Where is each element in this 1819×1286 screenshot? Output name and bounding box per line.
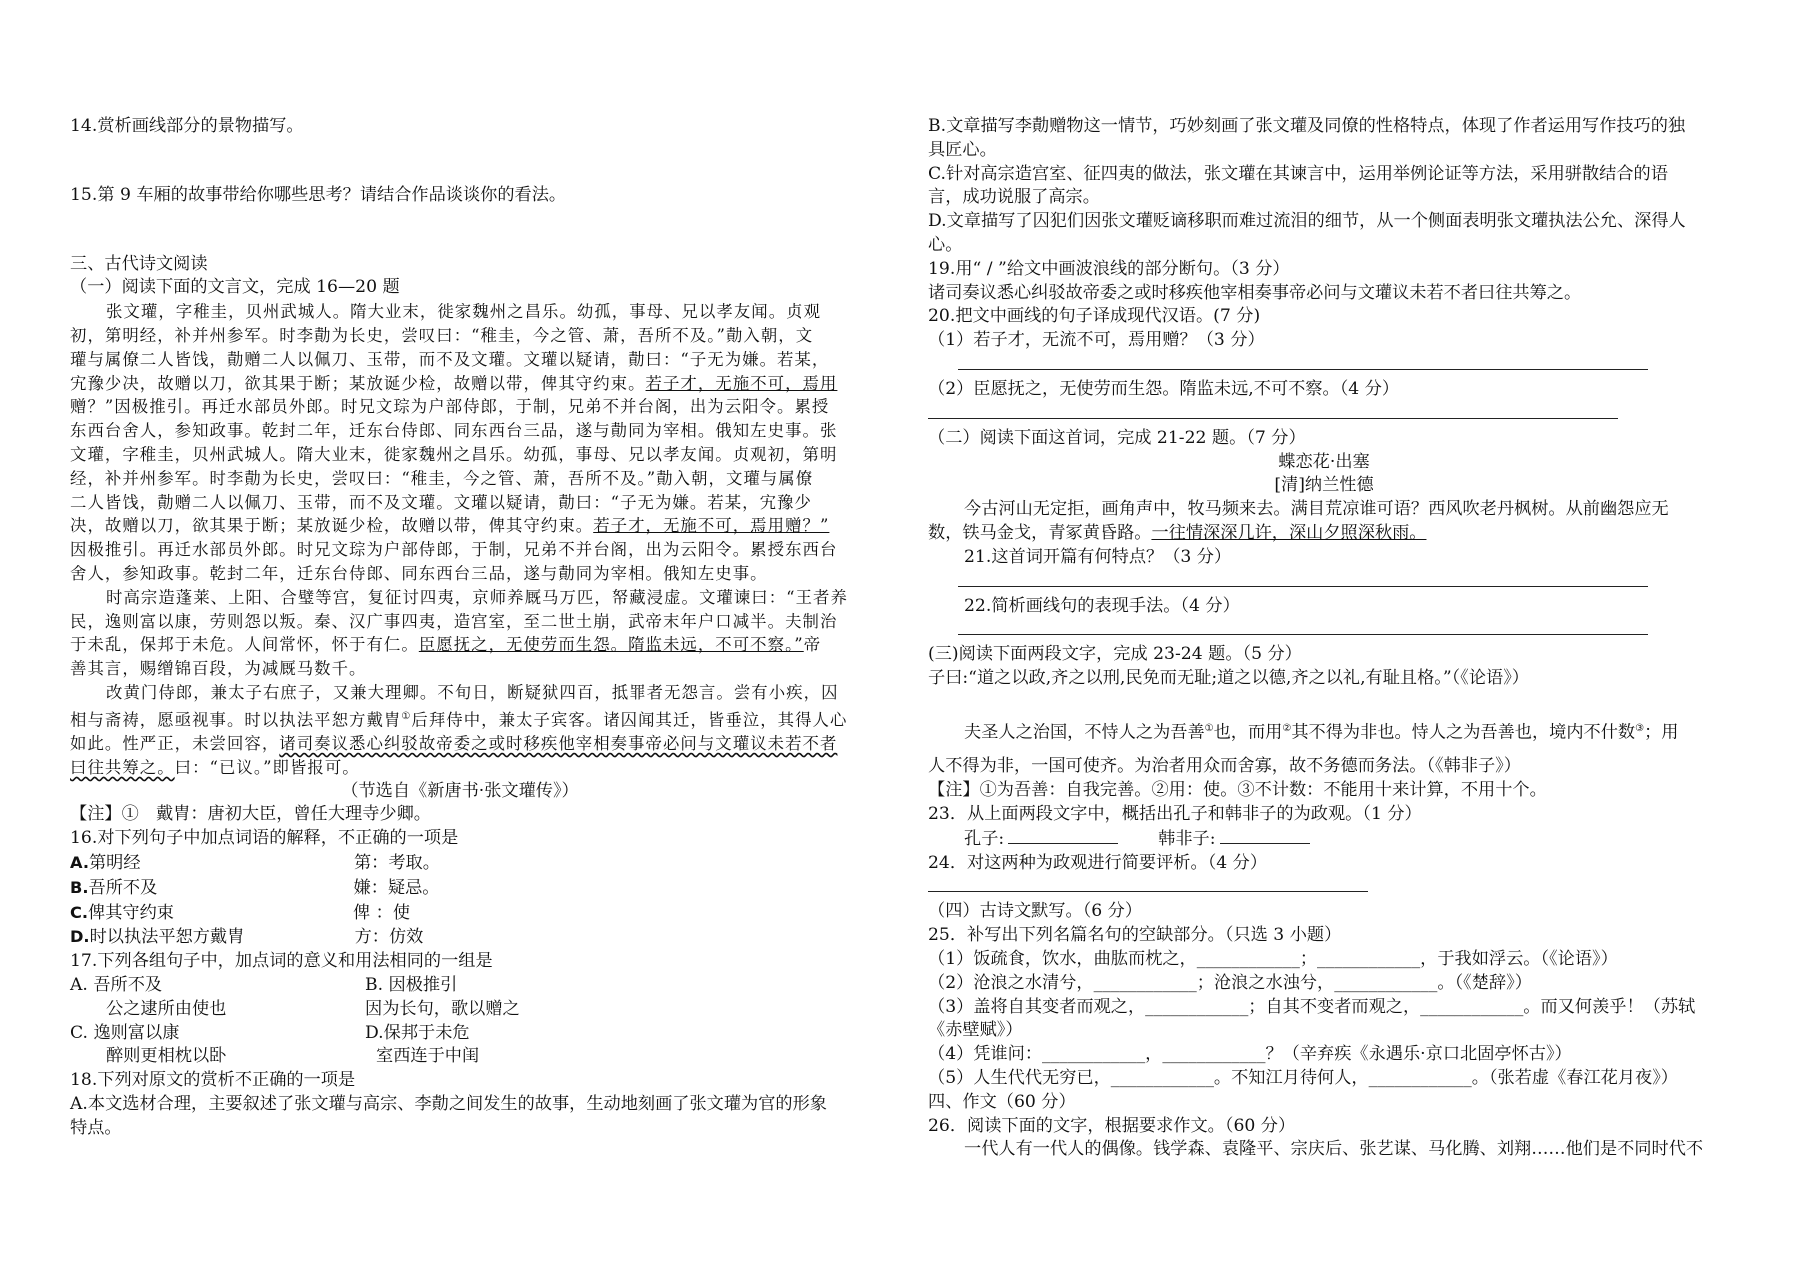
question-26: 26．阅读下面的文字，根据要求作文。（60 分）: [928, 1115, 1296, 1136]
question-25: 25．补写出下列名篇名句的空缺部分。（只选 3 小题）: [928, 925, 1342, 946]
question-21: 21.这首词开篇有何特点？（3 分）: [964, 546, 1232, 567]
left-column: [70, 115, 890, 1141]
passage-line: 东西台舍人，参知政事。乾封二年，迁东台侍郎、同东西台三品，遂与勣同为宰相。俄知左史事。张: [70, 421, 838, 441]
section-4-heading: 四、作文（60 分）: [928, 1091, 1076, 1112]
q18-option-b: B.文章描写李勣赠物这一情节，巧妙刻画了张文瓘及同僚的性格特点，体现了作者运用写作技巧的独: [928, 116, 1686, 136]
passage-line: 赠？”因极推引。再迁水部员外郎。时兄文琮为户部侍郎，于制，兄弟不并台阁，出为云阳令。累授: [70, 397, 830, 417]
q20-part-2: （2）臣愿抚之，无使劳而生怨。隋监未远,不可不察。（4 分）: [928, 378, 1400, 399]
passage-line: 经，补并州参军。时李勣为长史，尝叹曰：“稚圭，今之管、萧，吾所不及。”勣入朝，文瓘与属僚: [70, 468, 814, 488]
q18-option-b-cont: 具匠心。: [928, 139, 997, 160]
q17-row: C. 逸则富以康 D.保邦于未危: [70, 1022, 470, 1043]
q16-option-d: D.时以执法平恕方戴胄 方：仿效: [70, 927, 424, 948]
q17-row: A. 吾所不及 B. 因极推引: [70, 974, 458, 995]
q23-answers: 孔子: 韩非子:: [928, 827, 1760, 852]
answer-line[interactable]: [928, 402, 1618, 419]
question-22: 22.简析画线句的表现手法。（4 分）: [964, 595, 1240, 616]
q17-row: 醉则更相枕以卧 室西连于中闺: [106, 1046, 480, 1067]
answer-blank[interactable]: [1008, 827, 1118, 844]
q18-option-a-cont: 特点。: [70, 1117, 122, 1138]
passage-line: 文瓘，字稚圭，贝州武城人。隋大业末，徙家魏州之昌乐。幼孤，事母、兄以孝友闻。贞观初，第明: [70, 444, 838, 464]
passage-line: 改黄门侍郎，兼太子右庶子，又兼大理卿。不旬日，断疑狱四百，抵罪者无怨言。尝有小疾，囚: [106, 682, 839, 702]
passage-line: 决，故赠以刀，欲其果于断；某放诞少检，故赠以带，俾其守约束。若子才，无施不可，焉用赠？”: [70, 516, 830, 536]
passage-line: 相与斋祷，愿亟视事。时以执法平恕方戴胄①后拜侍中，兼太子宾客。诸囚闻其迁，皆垂泣，其得人心: [70, 710, 848, 730]
passage-line: 瓘与属僚二人皆饯，勣赠二人以佩刀、玉带，而不及文瓘。文瓘以疑请，勣曰：“子无为嫌。若某，: [70, 349, 830, 369]
poem-author: [清]纳兰性德: [1274, 475, 1374, 496]
question-15: 15.第 9 车厢的故事带给你哪些思考？请结合作品谈谈你的看法。: [70, 184, 567, 205]
passage-line: 宄豫少决，故赠以刀，欲其果于断；某放诞少检，故赠以带，俾其守约束。若子才，无施不可，焉用: [70, 373, 838, 393]
question-16: 16.对下列句子中加点词语的解释，不正确的一项是: [70, 828, 459, 849]
answer-line[interactable]: [958, 618, 1648, 635]
passage-source: （节选自《新唐书·张文瓘传》）: [341, 780, 579, 801]
underlined-poem-line: 一往情深深几许，深山夕照深秋雨。: [1151, 522, 1427, 543]
question-14: 14.赏析画线部分的景物描写。: [70, 116, 304, 136]
part-4-intro: （四）古诗文默写。（6 分）: [928, 901, 1143, 922]
question-23: 23．从上面两段文字中，概括出孔子和韩非子的为政观。（1 分）: [928, 804, 1422, 825]
lunyu-quote: 子曰:“道之以政,齐之以刑,民免而无耻;道之以德,齐之以礼,有耻且格。”（《论语》）: [928, 668, 1529, 689]
poem-line: 今古河山无定拒，画角声中，牧马频来去。满目荒凉谁可语？西风吹老丹枫树。从前幽怨应无: [964, 499, 1669, 520]
q25-item: （3）盖将自其变者而观之，____________；自其不变者而观之，____________。而又何羡乎！（苏轼: [928, 996, 1696, 1017]
poem-line: 数，铁马金戈，青冢黄昏路。一往情深深几许，深山夕照深秋雨。: [928, 522, 1427, 543]
q18-option-c-cont: 言，成功说服了高宗。: [928, 187, 1100, 208]
passage-note: 【注】① 戴胄：唐初大臣，曾任大理寺少卿。: [70, 804, 431, 825]
q26-text: 一代人有一代人的偶像。钱学森、袁隆平、宗庆后、张艺谋、马化腾、刘翔……他们是不同时代不: [964, 1139, 1704, 1160]
passage-line: 民，逸则富以康，劳则怨以叛。秦、汉广事四夷，造宫室，至二世土崩，武帝末年户口减半。夫制治: [70, 611, 838, 631]
question-17: 17.下列各组句子中，加点词的意义和用法相同的一组是: [70, 951, 493, 972]
hanfeizi-quote: 夫圣人之治国，不恃人之为吾善①也，而用②其不得为非也。恃人之为吾善也，境内不什数③；用: [964, 722, 1679, 743]
section-3-heading: 三、古代诗文阅读: [70, 253, 208, 274]
q18-option-c: C.针对高宗造宫室、征四夷的做法，张文瓘在其谏言中，运用举例论证等方法，采用骈散结合的语: [928, 163, 1668, 184]
q25-item: （1）饭疏食，饮水，曲肱而枕之，____________；____________，于我如浮云。（《论语》）: [928, 949, 1618, 970]
q25-item: （2）沧浪之水清兮，____________；沧浪之水浊兮，____________。（《楚辞》）: [928, 972, 1532, 993]
question-18: 18.下列对原文的赏析不正确的一项是: [70, 1070, 356, 1091]
underlined-sentence: 臣愿抚之，无使劳而生怨。隋监未远，不可不察。”: [418, 635, 804, 655]
part-2-intro: （二）阅读下面这首词，完成 21-22 题。（7 分）: [928, 427, 1306, 448]
poem-title: 蝶恋花·出塞: [1278, 451, 1370, 472]
passage-line: 因极推引。再迁水部员外郎。时兄文琮为户部侍郎，于制，兄弟不并台阁，出为云阳令。累授东西台: [70, 540, 838, 560]
passage-line: 于未乱，保邦于未危。人间常怀，怀于有仁。臣愿抚之，无使劳而生怨。隋监未远，不可不察。”帝: [70, 635, 822, 655]
q25-item: 《赤壁赋》）: [928, 1020, 1023, 1041]
passage-line: 善其言，赐缯锦百段，为减厩马数千。: [70, 659, 367, 679]
passage-line: 张文瓘，字稚圭，贝州武城人。隋大业末，徙家魏州之昌乐。幼孤，事母、兄以孝友闻。贞观: [106, 302, 822, 322]
q18-option-d: D.文章描写了囚犯们因张文瓘贬谪移职而难过流泪的细节，从一个侧面表明张文瓘执法公允、深得人: [928, 211, 1686, 232]
part-3-intro: (三)阅读下面两段文字，完成 23-24 题。（5 分）: [928, 644, 1302, 665]
passage-line: 初，第明经，补并州参军。时李勣为长史，尝叹曰：“稚圭，今之管、萧，吾所不及。”勣入朝，文: [70, 325, 814, 345]
part-1-intro: （一）阅读下面的文言文，完成 16—20 题: [70, 277, 400, 298]
answer-line[interactable]: [958, 570, 1648, 587]
wavy-underlined-text: 诸司奏议悉心纠驳故帝委之或时移疾他宰相奏事帝必问与文瓘议未若不者: [279, 734, 838, 753]
footnote-marker: ①: [401, 710, 412, 722]
q25-item: （5）人生代代无穷已，____________。不知江月待何人，____________。（张若虚《春江花月夜》）: [928, 1068, 1678, 1089]
passage-line: 舍人，参知政事。乾封二年，迁东台侍郎、同东西台三品，遂与勣同为宰相。俄知左史事。: [70, 563, 768, 583]
passage-line: 二人皆饯，勣赠二人以佩刀、玉带，而不及文瓘。文瓘以疑请，勣曰：“子无为嫌。若某，宄豫少: [70, 492, 812, 512]
q16-option-b: B.吾所不及 嫌：疑忌。: [70, 877, 440, 898]
passage-line: 时高宗造蓬莱、上阳、合璧等宫，复征讨四夷，京师养厩马万匹，帑藏浸虚。文瓘谏曰：“王者养: [106, 587, 848, 607]
question-20: 20.把文中画线的句子译成现代汉语。(7 分): [928, 306, 1261, 327]
question-24: 24．对这两种为政观进行简要评析。（4 分）: [928, 852, 1268, 873]
q19-text: 诸司奏议悉心纠驳故帝委之或时移疾他宰相奏事帝必问与文瓘议未若不者曰往共筹之。: [928, 282, 1582, 303]
q16-option-a: A.第明经 第：考取。: [70, 852, 440, 873]
underlined-sentence: 若子才，无施不可，焉用: [645, 373, 838, 393]
underlined-sentence: 若子才，无施不可，焉用赠？”: [593, 516, 830, 536]
answer-blank[interactable]: [1220, 827, 1310, 844]
answer-line[interactable]: [958, 353, 1648, 370]
passage-line: 如此。性严正，未尝回容，诸司奏议悉心纠驳故帝委之或时移疾他宰相奏事帝必问与文瓘议未若不者: [70, 734, 838, 753]
q20-part-1: （1）若子才，无流不可，焉用赠？（3 分）: [928, 330, 1265, 351]
passage-line: 曰往共筹之。曰：“已议。”即皆报可。: [70, 757, 360, 777]
classical-passage: [70, 300, 890, 779]
q18-option-a: A.本文选材合理，主要叙述了张文瓘与高宗、李勣之间发生的故事，生动地刻画了张文瓘为官的形象: [70, 1093, 827, 1114]
hanfeizi-note: 【注】①为吾善：自我完善。②用：使。③不计数：不能用十来计算，不用十个。: [928, 780, 1547, 801]
q25-item: （4）凭谁问：____________，____________？（辛弃疾《永遇乐·京口北固亭怀古》）: [928, 1044, 1572, 1065]
q17-row: 公之逮所由使也 因为长句，歌以赠之: [106, 998, 520, 1019]
answer-line[interactable]: [928, 875, 1368, 892]
q18-option-d-cont: 心。: [928, 234, 963, 255]
hanfeizi-quote-cont: 人不得为非，一国可使齐。为治者用众而舍寡，故不务德而务法。（《韩非子》）: [928, 756, 1521, 777]
q16-option-c: C.俾其守约束 俾 ：使: [70, 902, 411, 923]
question-19: 19.用“ / ”给文中画波浪线的部分断句。（3 分）: [928, 258, 1290, 279]
right-column: [928, 115, 1760, 1162]
